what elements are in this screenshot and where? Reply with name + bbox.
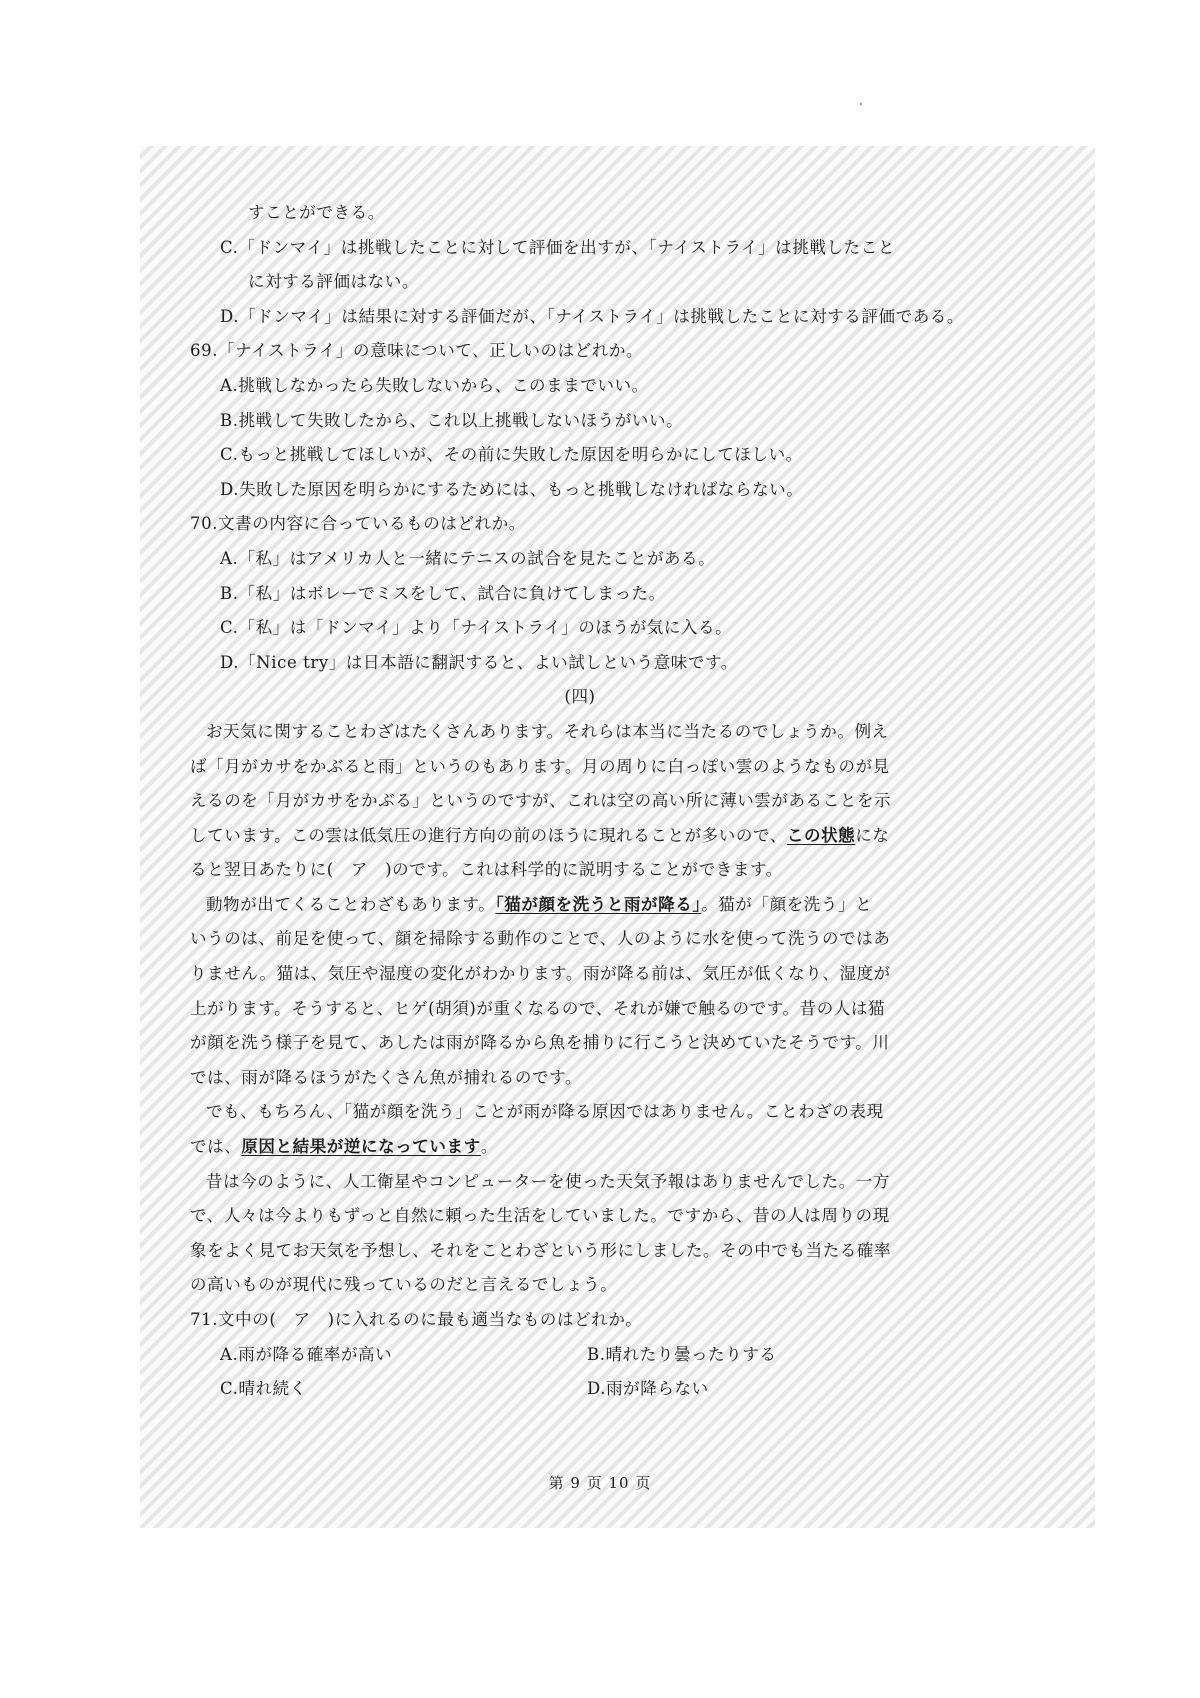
page-number: 第 9 页 10 页: [548, 1474, 652, 1492]
paragraph-line: [190, 888, 990, 923]
underlined-phrase: 原因と結果が逆になっています: [241, 1137, 481, 1157]
text-segment: にな: [855, 825, 890, 845]
paragraph-line: でも、もちろん、「猫が顔を洗う」ことが雨が降る原因ではありません。ことわざの表現: [206, 1102, 884, 1122]
option-c-70: C.「私」は「ドンマイ」より「ナイストライ」のほうが気に入る。: [220, 618, 733, 638]
paragraph-line: りません。猫は、気圧や湿度の変化がわかります。雨が降る前は、気圧が低くなり、湿度が: [190, 964, 891, 984]
option-d-71: D.雨が降らない: [587, 1379, 709, 1399]
option-b-71: B.晴れたり曇ったりする: [587, 1344, 777, 1364]
option-b-69: B.挑戦して失敗したから、これ以上挑戦しないほうがいい。: [220, 410, 684, 430]
paragraph-line: で、人々は今よりもずっと自然に頼った生活をしていました。ですから、昔の人は周りの現: [190, 1206, 890, 1226]
text-segment: では、: [190, 1137, 242, 1157]
text-line: すことができる。: [248, 203, 385, 222]
option-a-71: A.雨が降る確率が高い: [220, 1344, 393, 1364]
paragraph-line: では、雨が降るほうがたくさん魚が捕れるのです。: [190, 1067, 582, 1087]
paragraph-line: [190, 1130, 990, 1165]
paragraph-line: が顔を洗う様子を見て、あしたは雨が降るから魚を捕りに行こうと決めていたそうです。川: [190, 1033, 890, 1053]
options-row: [190, 1372, 990, 1407]
text-segment: 。猫が「顔を洗う」と: [701, 894, 873, 914]
text-segment: 。: [480, 1137, 498, 1157]
section-heading: (四): [564, 687, 596, 707]
paragraph-line: [190, 819, 990, 854]
option-d-68: D.「ドンマイ」は結果に対する評価だが、「ナイストライ」は挑戦したことに対する評価である。: [220, 306, 964, 326]
option-a-69: A.挑戦しなかったら失敗しないから、このままでいい。: [220, 375, 649, 395]
paragraph-line: お天気に関することわざはたくさんあります。それらは本当に当たるのでしょうか。例え: [206, 721, 889, 741]
option-d-70: D.「Nice try」は日本語に翻訳すると、よい試しという意味です。: [220, 652, 738, 672]
text-segment: 動物が出てくることわざもあります。: [206, 894, 496, 914]
option-c-69: C.もっと挑戦してほしいが、その前に失敗した原因を明らかにしてほしい。: [220, 445, 803, 465]
option-d-69: D.失敗した原因を明らかにするためには、もっと挑戦しなければならない。: [220, 479, 804, 499]
paragraph-line: 象をよく見てお天気を予想し、それをことわざという形にしました。その中でも当たる確率: [190, 1240, 892, 1260]
option-b-70: B.「私」はボレーでミスをして、試合に負けてしまった。: [220, 583, 666, 603]
underlined-phrase: この状態: [786, 825, 856, 845]
scan-speck: [860, 103, 862, 105]
question-70: 70.文書の内容に合っているものはどれか。: [190, 514, 526, 534]
paragraph-line: いうのは、前足を使って、顔を掃除する動作のことで、人のように水を使って洗うのではあ: [190, 929, 891, 949]
paragraph-line: えるのを「月がカサをかぶる」というのですが、これは空の高い所に薄い雲があることを示: [190, 791, 892, 811]
underlined-proverb: 「猫が顔を洗うと雨が降る」: [495, 894, 702, 914]
text-segment: しています。この雲は低気圧の進行方向の前のほうに現れることが多いので、: [190, 825, 787, 845]
options-row: [190, 1338, 990, 1373]
option-c-68: C.「ドンマイ」は挑戦したことに対して評価を出すが、「ナイストライ」は挑戦したこと: [220, 237, 895, 257]
question-69: 69.「ナイストライ」の意味について、正しいのはどれか。: [190, 341, 644, 361]
paragraph-line: ば「月がカサをかぶると雨」というのもあります。月の周りに白っぽい雲のようなものが見: [190, 756, 890, 776]
option-c-71: C.晴れ続く: [220, 1379, 307, 1399]
option-a-70: A.「私」はアメリカ人と一緒にテニスの試合を見たことがある。: [220, 548, 716, 568]
text-line: に対する評価はない。: [248, 272, 419, 292]
paragraph-line: 昔は今のように、人工衛星やコンピューターを使った天気予報はありませんでした。一方: [206, 1171, 890, 1191]
question-71: 71.文中の( ア )に入れるのに最も適当なものはどれか。: [190, 1310, 643, 1329]
page-content: [190, 196, 990, 1407]
paragraph-line: 上がります。そうすると、ヒゲ(胡須)が重くなるので、それが嫌で触るのです。昔の人は猫: [190, 998, 886, 1018]
paragraph-line: の高いものが現代に残っているのだと言えるでしょう。: [190, 1275, 618, 1295]
paragraph-line: ると翌日あたりに( ア )のです。これは科学的に説明することができます。: [190, 860, 783, 880]
